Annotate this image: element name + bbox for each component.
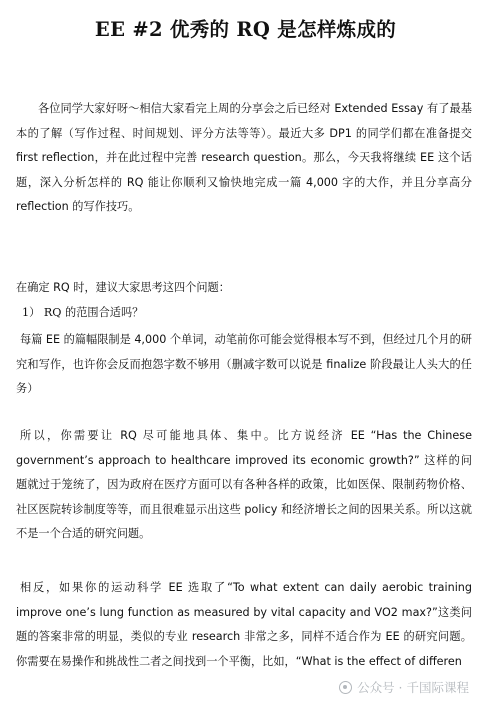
lead-paragraph: 在确定 RQ 时，建议大家思考这四个问题：: [16, 281, 230, 294]
section-heading-1: 1） RQ 的范围合适吗？: [22, 306, 144, 319]
paragraph-word-limit: 每篇 EE 的篇幅限制是 4,000 个单词，动笔前你可能会觉得根本写不到，但经过几个月的研究和写作，也许你会反而抱怨字数不够用（删减字数可以说是 finalize 阶段最让人头大的任务）: [16, 333, 472, 395]
watermark-text: 公众号 · 千国际课程: [357, 680, 469, 695]
paragraph-balance: 相反，如果你的运动科学 EE 选取了“To what extent can daily aerobic training improve one’s lung function as measured by vital capacity and VO2 max?”这类问题的答案非常的明显，类似的专业 research 非常之多，同样不适合作为 EE 的研究问题。 你需要在易操作和挑战性二者之间找到一个平衡，比如，“What is the effect of differen: [16, 581, 472, 668]
paragraph-specific-rq: 所以，你需要让 RQ 尽可能地具体、集中。比方说经济 EE “Has the Chinese government’s approach to healthcare improved its economic growth?” 这样的问题就过于笼统了，因为政府在医疗方面可以有各种各样的政策，比如医保、限制药物价格、社区医院转诊制度等等，而且很难显示出这些 policy 和经济增长之间的因果关系。所以这就不是一个合适的研究问题。: [16, 429, 472, 540]
wechat-official-account-icon: [339, 681, 352, 694]
watermark: [339, 678, 469, 696]
intro-paragraph: 各位同学大家好呀～相信大家看完上周的分享会之后已经对 Extended Essay 有了最基本的了解（写作过程、时间规划、评分方法等等）。最近大多 DP1 的同学们都在准备提交 first reflection，并在此过程中完善 research question。那么，今天我将继续 EE 这个话题，深入分析怎样的 RQ 能让你顺利又愉快地完成一篇 4,000 字的大作，并且分享高分 reflection 的写作技巧。: [16, 102, 472, 213]
page-title: EE #2 优秀的 RQ 是怎样炼成的: [94, 18, 397, 41]
